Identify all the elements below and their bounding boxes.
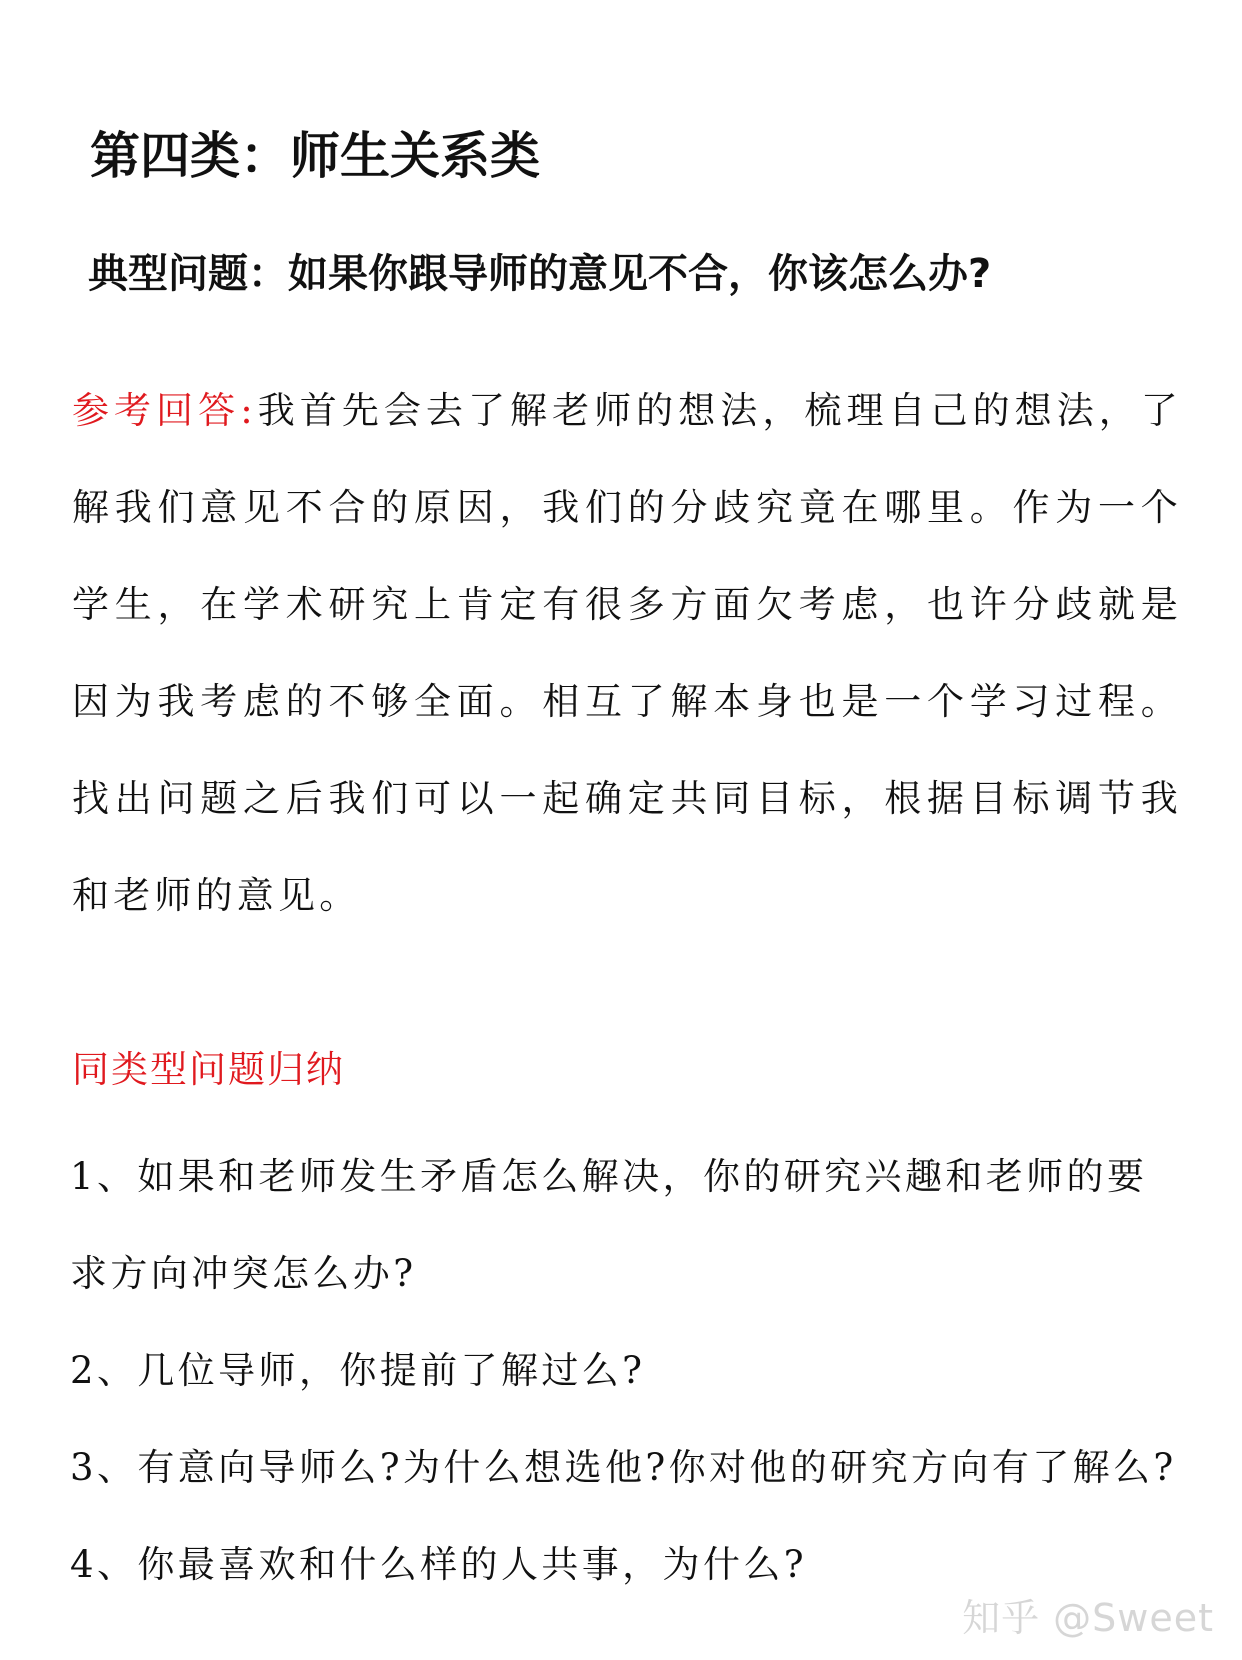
list-item: 3、有意向导师么?为什么想选他?你对他的研究方向有了解么? [70, 1446, 1177, 1489]
section-title: 第四类：师生关系类 [90, 127, 540, 185]
similar-questions-heading: 同类型问题归纳 [72, 1048, 345, 1091]
list-item: 4、你最喜欢和什么样的人共事，为什么? [70, 1543, 807, 1586]
zhihu-watermark: 知乎 @Sweet [962, 1596, 1214, 1640]
similar-questions-list [70, 1128, 1180, 1613]
answer-label: 参考回答: [72, 389, 257, 432]
answer-text: 我首先会去了解老师的想法，梳理自己的想法，了解我们意见不合的原因，我们的分歧究竟在哪里。作为一个学生，在学术研究上肯定有很多方面欠考虑，也许分歧就是因为我考虑的不够全面。相互了解本身也是一个学习过程。找出问题之后我们可以一起确定共同目标，根据目标调节我和老师的意见。 [72, 389, 1182, 917]
list-item: 1、如果和老师发生矛盾怎么解决，你的研究兴趣和老师的要求方向冲突怎么办? [70, 1155, 1148, 1295]
list-item: 2、几位导师，你提前了解过么? [70, 1349, 646, 1392]
typical-question: 典型问题：如果你跟导师的意见不合，你该怎么办? [88, 251, 992, 297]
reference-answer [72, 362, 1182, 944]
